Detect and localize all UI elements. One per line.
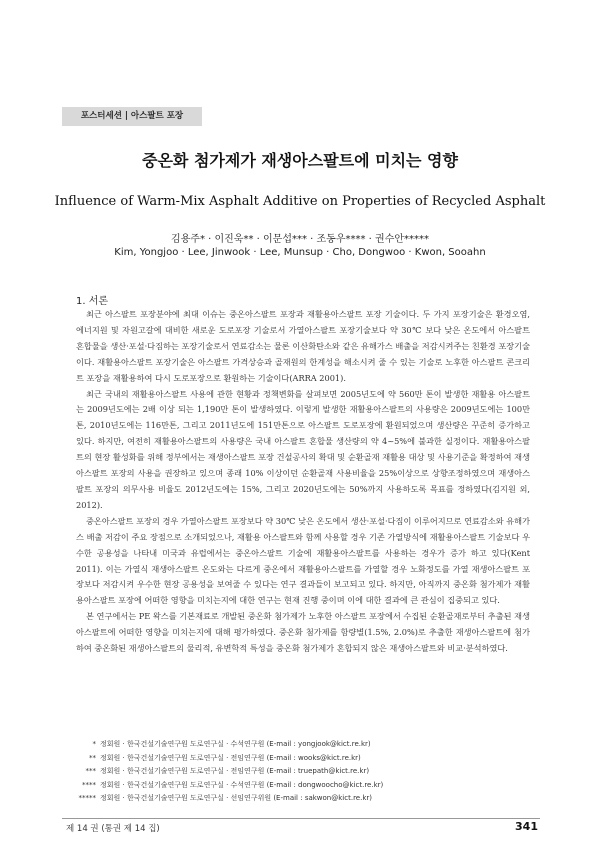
footer-divider [62, 818, 540, 819]
paragraph: 본 연구에서는 PE 왁스를 기본재료로 개발된 중온화 첨가제가 노후한 아스팔트 포장에서 수집된 순환골재로부터 추출된 재생아스팔트에 어떠한 영향을 미치는지에 대해 평가하였다. 중온화 첨가제를 함량별(1.5%, 2.0%)로 추출한 재생아스팔트에 첨가하여 중온화된 재생아스팔트의 물리적, 유변학적 특성을 중온화 첨가제가 혼합되지 않은 재생아스팔트와 비교·분석하였다. [76, 611, 530, 654]
paper-title-korean: 중온화 첨가제가 재생아스팔트에 미치는 영향 [142, 151, 458, 170]
footnote-mark: * [92, 740, 96, 748]
footnote-mark: ***** [78, 794, 96, 803]
footnote-text: 정회원 · 한국건설기술연구원 도로연구실 · 전임연구원 (E-mail : truepath@kict.re.kr) [100, 767, 370, 776]
footnote [76, 765, 530, 779]
paragraph: 최근 아스팔트 포장분야에 최대 이슈는 중온아스팔트 포장과 재활용아스팔트 포장 기술이다. 두 가지 포장기술은 환경오염, 에너지원 및 자원고갈에 대비한 새로운 도로포장 기술로서 가열아스팔트 포장기술보다 약 30℃ 보다 낮은 온도에서 아스팔트 혼합물을 생산·포설·다짐하는 포장기술로서 연료감소는 물론 이산화탄소와 같은 유해가스 배출을 저감시켜주는 친환경 포장기술이다. 재활용아스팔트 포장기술은 아스팔트 가격상승과 골재원의 한계성을 해소시켜 줄 수 있는 기술로 노후한 아스팔트 콘크리트 포장을 재활용하여 다시 도로포장으로 환원하는 기술이다(ARRA 2001). [76, 309, 530, 383]
footnote [76, 792, 530, 806]
footnote [76, 738, 530, 752]
footnote [76, 779, 530, 793]
authors-english: Kim, Yongjoo · Lee, Jinwook · Lee, Munsup · Cho, Dongwoo · Kwon, Sooahn [114, 247, 486, 258]
body-text [76, 307, 530, 657]
paper-title-english: Influence of Warm-Mix Asphalt Additive on Properties of Recycled Asphalt [54, 194, 546, 209]
footnote-mark: ** [89, 753, 96, 762]
footnote-text: 정회원 · 한국건설기술연구원 도로연구실 · 선임연구위원 (E-mail : sakwon@kict.re.kr) [100, 794, 372, 803]
footnote-mark: **** [82, 780, 96, 789]
paragraph: 최근 국내의 재활용아스팔트 사용에 관한 현황과 정책변화를 살펴보면 2005년도에 약 560만 톤이 발생한 재활용 아스팔트는 2009년도에는 2배 이상 되는 1,190만 톤이 발생하였다. 이렇게 발생한 재활용아스팔트의 사용량은 2009년도에는 100만톤, 2010년도에는 116만톤, 그리고 2011년도에 151만톤으로 아스팔트 도로포장에 환원되었으며 생산량은 꾸준히 증가하고 있다. 하지만, 여전히 재활용아스팔트의 사용량은 국내 아스팔트 혼합물 생산량의 약 4~5%에 불과한 실정이다. 재활용아스팔트의 현장 활성화를 위해 정부에서는 재생아스팔트 포장 건설공사의 확대 및 순환골재 재활용 대상 및 사용기준을 확정하여 재생아스팔트 포장의 사용을 권장하고 있으며 종래 10% 이상이던 순환골재 사용비율을 25%이상으로 상향조정하였으며 재생아스팔트 포장의 의무사용 비율도 2012년도에는 15%, 그리고 2020년도에는 50%까지 사용하도록 목표를 정하였다(김지원 외, 2012). [76, 388, 530, 510]
page-number: 341 [515, 820, 538, 833]
volume-label: 제 14 권 (통권 제 14 집) [66, 824, 160, 834]
footnote-text: 정회원 · 한국건설기술연구원 도로연구실 · 수석연구원 (E-mail : yongjook@kict.re.kr) [100, 740, 371, 748]
section-heading: 1. 서론 [76, 296, 109, 307]
footnote-mark: *** [85, 767, 96, 776]
footnote-text: 정회원 · 한국건설기술연구원 도로연구실 · 수석연구원 (E-mail : dongwoocho@kict.re.kr) [100, 780, 384, 789]
paragraph: 중온아스팔트 포장의 경우 가열아스팔트 포장보다 약 30℃ 낮은 온도에서 생산·포설·다짐이 이루어지므로 연료감소와 유해가스 배출 저감이 주요 장점으로 소개되었으나, 재활용 아스팔트와 함께 사용할 경우 기존 가열방식에 재활용아스팔트 기술보다 우수한 공용성을 나타내 미국과 유럽에서는 중온아스팔트 기술에 재활용아스팔트를 사용하는 경우가 증가 하고 있다(Kent 2011). 이는 가열식 재생아스팔트 온도와는 다르게 중온에서 재활용아스팔트를 가열할 경우 노화정도를 가열 재생아스팔트 포장보다 저감시켜 우수한 현장 공용성을 보여줄 수 있다는 연구 결과들이 보고되고 있다. 하지만, 아직까지 중온화 첨가제가 재활용아스팔트 포장에 어떠한 영향을 미치는지에 대한 연구는 현재 진행 중이며 이에 대한 결과에 큰 관심이 집중되고 있다. [76, 515, 530, 606]
footnote [76, 752, 530, 766]
footnotes [76, 738, 530, 806]
authors-korean: 김용주* · 이진욱** · 이문섭*** · 조동우**** · 권수안***** [170, 234, 430, 245]
footnote-text: 정회원 · 한국건설기술연구원 도로연구실 · 전임연구원 (E-mail : wooks@kict.re.kr) [100, 753, 361, 762]
session-tag: 포스터세션 | 아스팔트 포장 [62, 107, 202, 126]
